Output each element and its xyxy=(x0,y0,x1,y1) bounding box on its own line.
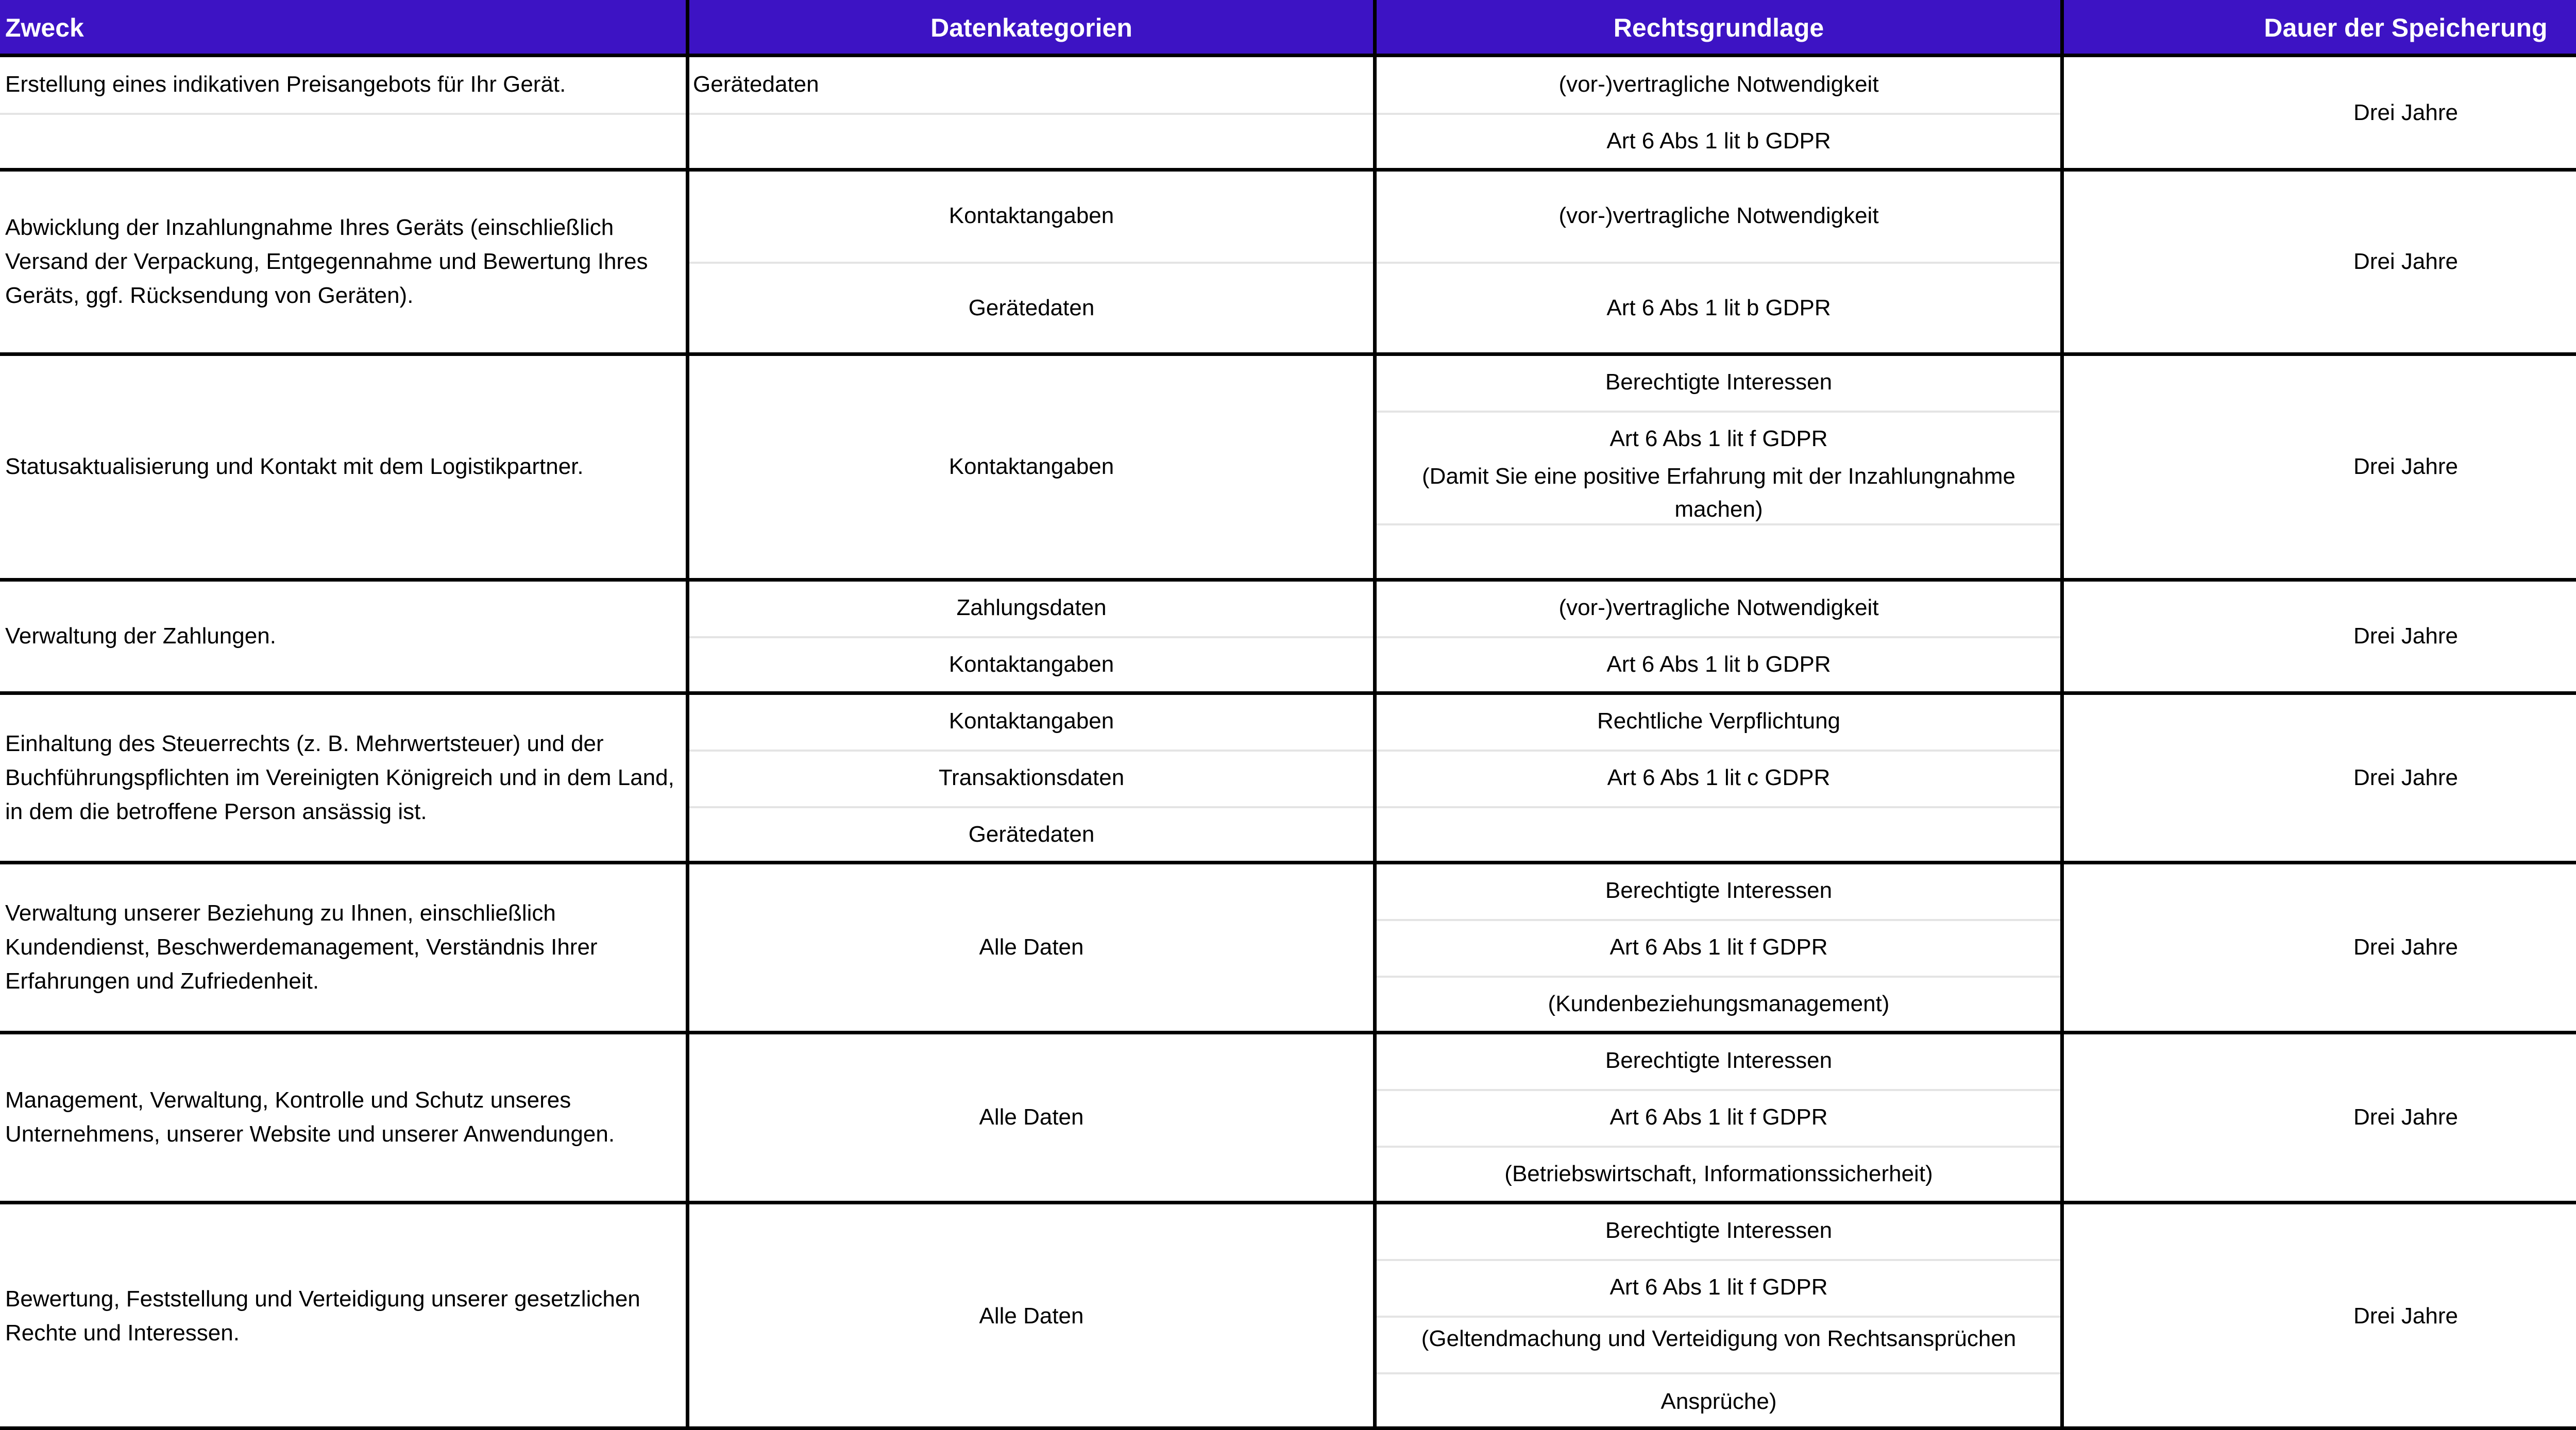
row-datenkategorie: Alle Daten xyxy=(979,1303,1084,1329)
gridline xyxy=(1375,1316,2062,1318)
row-datenkategorie: Transaktionsdaten xyxy=(938,765,1125,790)
row-border xyxy=(0,691,2576,695)
row-dauer: Drei Jahre xyxy=(2353,1303,2458,1329)
gridline xyxy=(1375,523,2062,525)
row-datenkategorie: Kontaktangaben xyxy=(948,202,1114,228)
row-datenkategorie: Kontaktangaben xyxy=(948,454,1114,479)
row-rechtsgrundlage: Art 6 Abs 1 lit b GDPR xyxy=(1606,128,1831,154)
row-rechtsgrundlage: Berechtigte Interessen xyxy=(1605,1048,1833,1073)
row-rechtsgrundlage: Art 6 Abs 1 lit f GDPR xyxy=(1609,1274,1828,1300)
row-rechtsgrundlage: Rechtliche Verpflichtung xyxy=(1597,708,1841,734)
gridline xyxy=(688,636,1375,638)
row-border xyxy=(0,352,2576,356)
gridline xyxy=(688,750,1375,752)
header-dauer: Dauer der Speicherung xyxy=(2062,0,2576,56)
gridline xyxy=(1375,806,2062,808)
row-border xyxy=(0,168,2576,172)
gridline xyxy=(688,806,1375,808)
gridline xyxy=(1375,636,2062,638)
row-zweck: Verwaltung der Zahlungen. xyxy=(5,623,276,649)
row-zweck: Management, Verwaltung, Kontrolle und Schutz unseres Unternehmens, unserer Website und unserer Anwendungen. xyxy=(5,1087,615,1147)
row-rechtsgrundlage: Art 6 Abs 1 lit f GDPR xyxy=(1609,1104,1828,1130)
row-rechtsgrundlage: Berechtigte Interessen xyxy=(1605,1218,1833,1243)
gridline xyxy=(688,113,1375,115)
row-dauer: Drei Jahre xyxy=(2353,100,2458,125)
row-zweck: Bewertung, Feststellung und Verteidigung unserer gesetzlichen Rechte und Interessen. xyxy=(5,1286,640,1346)
row-border xyxy=(0,861,2576,864)
row-rechtsgrundlage: (vor-)vertragliche Notwendigkeit xyxy=(1558,72,1879,97)
row-dauer: Drei Jahre xyxy=(2353,249,2458,274)
gridline xyxy=(1375,411,2062,413)
row-dauer: Drei Jahre xyxy=(2353,623,2458,649)
row-datenkategorie: Gerätedaten xyxy=(968,821,1095,847)
header-zweck: Zweck xyxy=(0,0,688,56)
row-rechtsgrundlage: (Kundenbeziehungsmanagement) xyxy=(1548,991,1890,1016)
gridline xyxy=(1375,919,2062,921)
row-datenkategorie: Alle Daten xyxy=(979,1104,1084,1130)
row-border xyxy=(0,578,2576,582)
row-rechtsgrundlage: (Geltendmachung und Verteidigung von Rechtsansprüchen xyxy=(1421,1326,2016,1351)
row-border xyxy=(0,1426,2576,1430)
row-zweck: Verwaltung unserer Beziehung zu Ihnen, einschließlich Kundendienst, Beschwerdemanagement, Verständnis Ihrer Erfahrungen und Zufriedenheit. xyxy=(5,900,598,994)
row-dauer: Drei Jahre xyxy=(2353,764,2458,790)
column-border xyxy=(686,0,689,1430)
row-zweck: Einhaltung des Steuerrechts (z. B. Mehrwertsteuer) und der Buchführungspflichten im Vereinigten Königreich und in dem Land, in dem die betroffene Person ansässig ist. xyxy=(5,730,674,824)
gridline xyxy=(1375,113,2062,115)
gridline xyxy=(1375,1259,2062,1261)
row-datenkategorie: Zahlungsdaten xyxy=(956,595,1107,620)
row-dauer: Drei Jahre xyxy=(2353,454,2458,479)
row-zweck: Abwicklung der Inzahlungnahme Ihres Geräts (einschließlich Versand der Verpackung, Entgegennahme und Bewertung Ihres Geräts, ggf. Rücksendung von Geräten). xyxy=(5,215,648,308)
row-zweck: Erstellung eines indikativen Preisangebots für Ihr Gerät. xyxy=(5,72,566,97)
row-rechtsgrundlage: Art 6 Abs 1 lit b GDPR xyxy=(1606,295,1831,320)
column-border xyxy=(2060,0,2064,1430)
row-datenkategorie: Kontaktangaben xyxy=(948,708,1114,734)
row-dauer: Drei Jahre xyxy=(2353,934,2458,960)
row-datenkategorie: Gerätedaten xyxy=(693,72,819,97)
header-rechtsgrundlage: Rechtsgrundlage xyxy=(1375,0,2062,56)
row-dauer: Drei Jahre xyxy=(2353,1104,2458,1130)
gridline xyxy=(1375,262,2062,264)
row-rechtsgrundlage: Art 6 Abs 1 lit c GDPR xyxy=(1607,765,1831,790)
row-rechtsgrundlage: (Betriebswirtschaft, Informationssicherheit) xyxy=(1504,1161,1933,1186)
gridline xyxy=(1375,750,2062,752)
row-datenkategorie: Kontaktangaben xyxy=(948,652,1114,677)
gridline xyxy=(1375,1146,2062,1148)
gridline xyxy=(1375,1372,2062,1374)
header-datenkategorien: Datenkategorien xyxy=(688,0,1375,56)
row-rechtsgrundlage: Berechtigte Interessen xyxy=(1605,369,1833,395)
row-rechtsgrundlage: (vor-)vertragliche Notwendigkeit xyxy=(1558,595,1879,620)
row-datenkategorie: Gerätedaten xyxy=(968,295,1095,320)
row-rechtsgrundlage: Ansprüche) xyxy=(1660,1389,1777,1414)
gridline xyxy=(1375,1089,2062,1091)
row-datenkategorie: Alle Daten xyxy=(979,934,1084,960)
row-border xyxy=(0,54,2576,57)
gridline xyxy=(1375,976,2062,978)
row-rechtsgrundlage: (vor-)vertragliche Notwendigkeit xyxy=(1558,202,1879,228)
gridline xyxy=(0,113,688,115)
column-border xyxy=(1373,0,1377,1430)
row-border xyxy=(0,1201,2576,1204)
row-rechtsgrundlage: Art 6 Abs 1 lit b GDPR xyxy=(1606,652,1831,677)
row-rechtsgrundlage: Art 6 Abs 1 lit f GDPR xyxy=(1609,426,1828,451)
gridline xyxy=(688,262,1375,264)
row-rechtsgrundlage: Berechtigte Interessen xyxy=(1605,878,1833,903)
row-rechtsgrundlage: (Damit Sie eine positive Erfahrung mit der Inzahlungnahme machen) xyxy=(1422,464,2015,522)
row-zweck: Statusaktualisierung und Kontakt mit dem Logistikpartner. xyxy=(5,454,584,479)
row-border xyxy=(0,1031,2576,1034)
row-rechtsgrundlage: Art 6 Abs 1 lit f GDPR xyxy=(1609,934,1828,960)
